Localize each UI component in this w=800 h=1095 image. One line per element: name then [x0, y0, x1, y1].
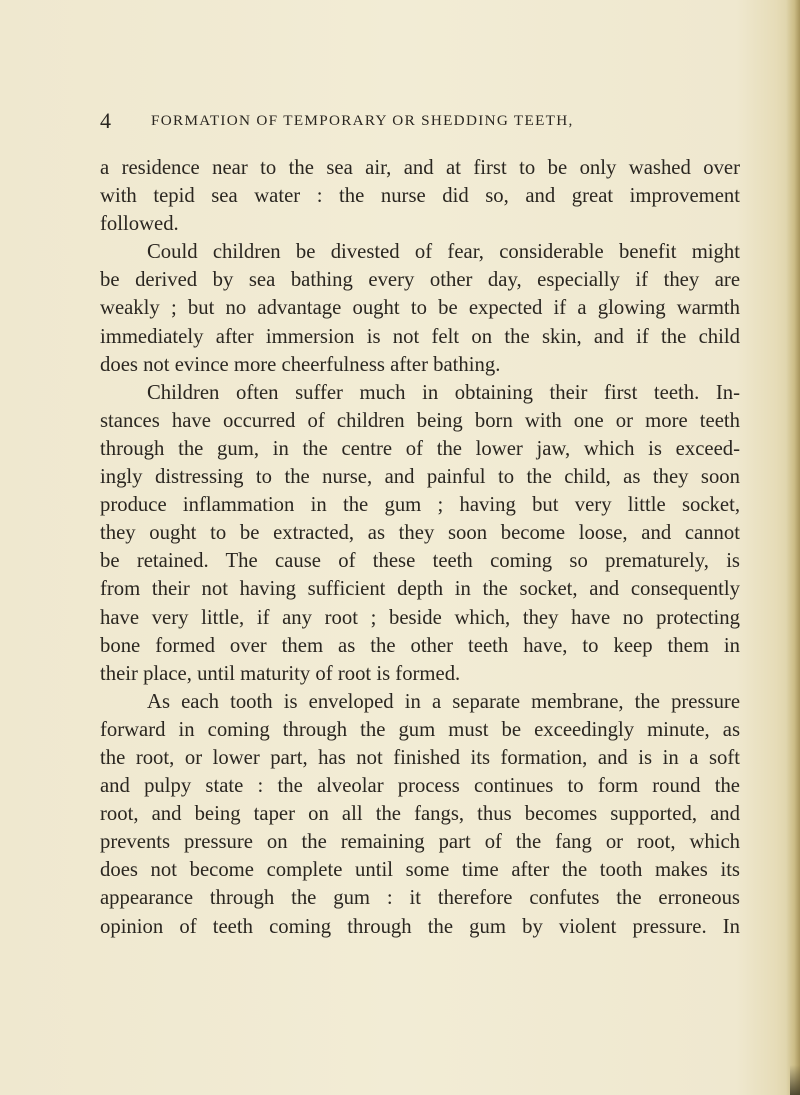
text-line: the root, or lower part, has not finished its formation, and is in a soft	[100, 746, 740, 769]
text-line: a residence near to the sea air, and at first to be only washed over	[100, 157, 740, 179]
paragraph	[100, 238, 740, 378]
text-line: immediately after immersion is not felt on the skin, and if the child	[100, 325, 740, 348]
text-line: Could children be divested of fear, considerable benefit might	[147, 241, 740, 264]
text-line: ingly distressing to the nurse, and painful to the child, as they soon	[100, 466, 740, 489]
text-line: their place, until maturity of root is formed.	[100, 662, 461, 685]
text-line: through the gum, in the centre of the lower jaw, which is exceed-	[100, 437, 740, 460]
page-edge-shadow	[786, 0, 800, 1095]
paragraph	[100, 379, 740, 688]
text-line: from their not having sufficient depth in the socket, and consequently	[100, 578, 740, 601]
text-line: produce inflammation in the gum ; having but very little socket,	[100, 494, 740, 517]
text-line: with tepid sea water : the nurse did so, and great improvement	[100, 185, 740, 208]
text-line: root, and being taper on all the fangs, thus becomes supported, and	[100, 803, 740, 826]
running-head: FORMATION OF TEMPORARY OR SHEDDING TEETH,	[151, 112, 574, 129]
text-line: does not become complete until some time after the tooth makes its	[100, 859, 740, 882]
text-line: followed.	[100, 213, 179, 236]
text-line: be derived by sea bathing every other day, especially if they are	[100, 269, 740, 292]
text-line: appearance through the gum : it therefore confutes the erroneous	[100, 887, 740, 910]
paragraph	[100, 688, 740, 941]
text-line: Children often suffer much in obtaining their first teeth. In-	[147, 381, 740, 404]
text-line: be retained. The cause of these teeth coming so prematurely, is	[100, 550, 740, 573]
text-line: prevents pressure on the remaining part of the fang or root, which	[100, 831, 740, 854]
text-line: forward in coming through the gum must be exceedingly minute, as	[100, 718, 740, 741]
body-text	[100, 154, 740, 941]
page-number: 4	[100, 108, 111, 133]
text-line: they ought to be extracted, as they soon become loose, and cannot	[100, 522, 740, 545]
text-line: does not evince more cheerfulness after bathing.	[100, 353, 501, 376]
text-line: and pulpy state : the alveolar process continues to form round the	[100, 775, 740, 798]
text-line: weakly ; but no advantage ought to be expected if a glowing warmth	[100, 297, 740, 320]
text-line: bone formed over them as the other teeth have, to keep them in	[100, 634, 740, 657]
text-line: As each tooth is enveloped in a separate membrane, the pressure	[147, 690, 740, 713]
paragraph	[100, 154, 740, 238]
page-corner-shadow	[790, 1065, 800, 1095]
text-line: have very little, if any root ; beside which, they have no protecting	[100, 606, 740, 629]
text-line: stances have occurred of children being born with one or more teeth	[100, 409, 740, 432]
page-header	[100, 108, 740, 134]
text-line: opinion of teeth coming through the gum by violent pressure. In	[100, 915, 740, 938]
